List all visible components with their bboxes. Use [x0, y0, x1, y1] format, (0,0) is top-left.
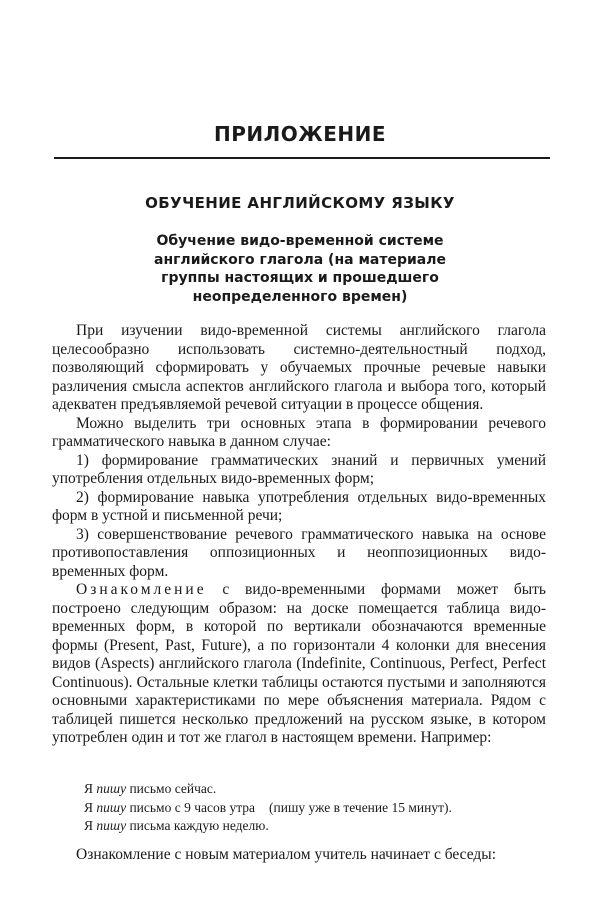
paragraph-introduction-method	[52, 581, 546, 748]
paragraph-introduction-method-text: с видо-временными формами может быть построено следующим образом: на доске помещается таблица видо-временных форм, в которой по вертикали обозначаются временные формы (Present, Past, Future), а по горизонтали 4 колонки для внесения видов (Aspects) английского глагола (Indefinite, Continuous, Perfect, Perfect Continuous). Остальные клетки таблицы остаются пустыми и заполняются основными характеристиками по мере объяснения материала. Рядом с таблицей пишется несколько предложений на русском языке, в котором употреблен один и тот же глагол в настоящем времени. Например:	[52, 581, 546, 746]
title-rule	[54, 157, 550, 159]
example-sentence-2: Я пишу письмо с 9 часов утра (пишу уже в течение 15 минут).	[84, 799, 452, 815]
list-item-1: 1) формирование грамматических знаний и первичных умений употребления отдельных видо-временных форм;	[52, 451, 546, 487]
example-sentence-3: Я пишу письма каждую неделю.	[84, 818, 269, 833]
section-title: ОБУЧЕНИЕ АНГЛИЙСКОМУ ЯЗЫКУ	[145, 194, 455, 212]
list-item-3: 3) совершенствование речевого грамматического навыка на основе противопоставления оппозиционных и неоппозиционных видо-временных форм.	[52, 525, 546, 580]
paragraph-closing: Ознакомление с новым материалом учитель начинает с беседы:	[76, 846, 497, 863]
closing-text	[52, 846, 546, 865]
list-item-2: 2) формирование навыка употребления отдельных видо-временных форм в устной и письменной речи;	[52, 488, 546, 524]
paragraph-intro: При изучении видо-временной системы английского глагола целесообразно использовать системно-деятельностный подход, позволяющий сформировать у обучаемых прочные речевые навыки различения смысла аспектов английского глагола и выбора того, который адекватен предъявляемой речевой ситуации в процессе общения.	[52, 322, 546, 413]
spaced-lead-word: Ознакомление	[76, 581, 207, 598]
paragraph-stages: Можно выделить три основных этапа в формировании речевого грамматического навыка в данном случае:	[52, 414, 546, 450]
example-note: (пишу уже в течение 15 минут).	[269, 799, 452, 815]
body-text	[52, 322, 546, 748]
appendix-title: ПРИЛОЖЕНИЕ	[213, 122, 387, 146]
example-sentence-1: Я пишу письмо сейчас.	[84, 781, 217, 796]
example-sentences	[84, 780, 554, 836]
subsection-title: Обучение видо-временной системе английского глагола (на материале группы настоящих и прошедшего неопределенного времен)	[154, 233, 446, 305]
